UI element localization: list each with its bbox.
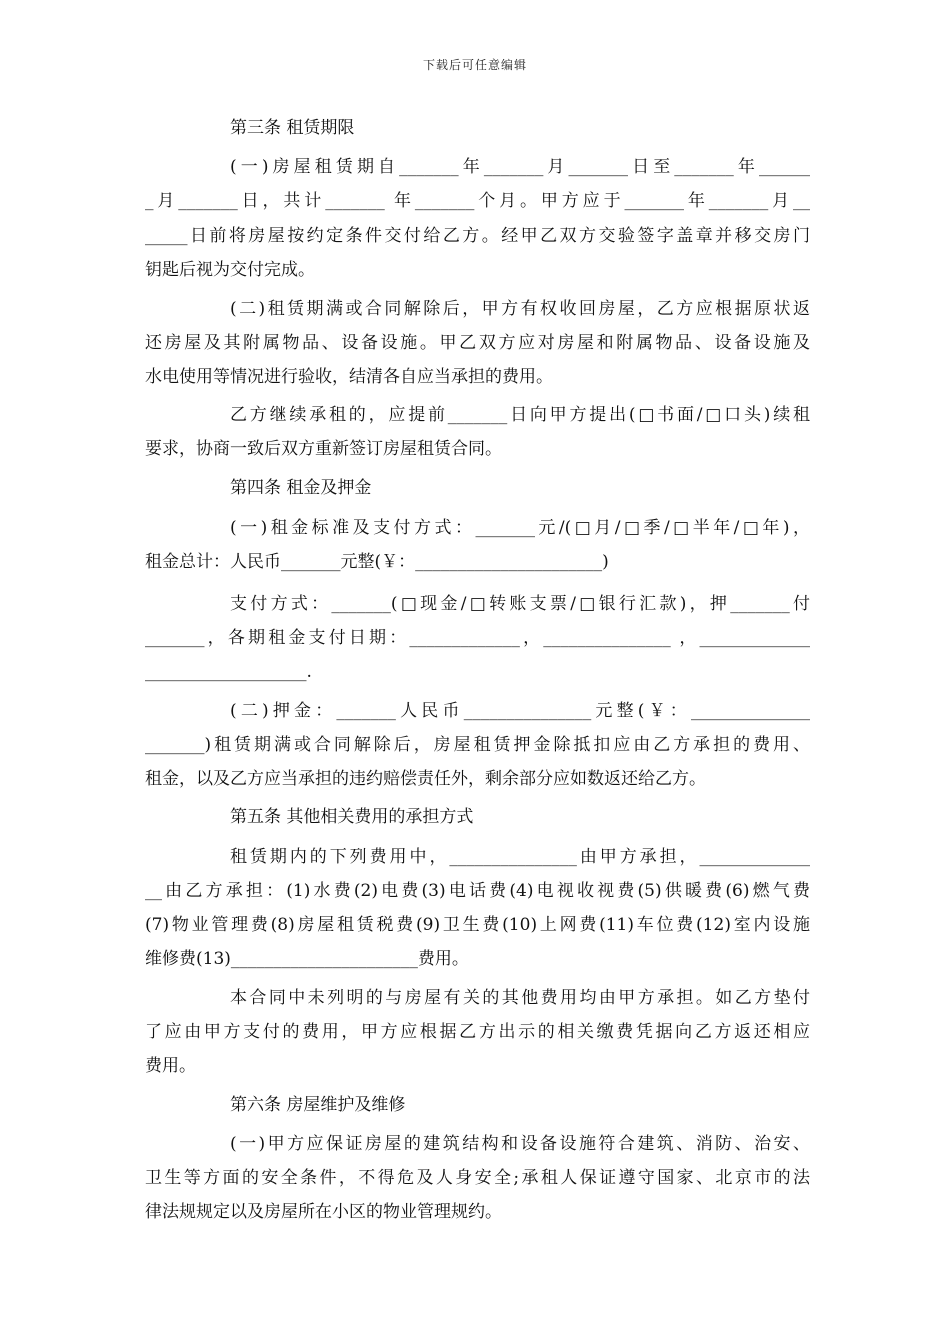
article-3-p3-line-1: 乙方继续承租的，应提前_______日向甲方提出(□书面/□口头)续租 — [230, 405, 810, 425]
article-4-p1-line-1: (一)租金标准及支付方式：_______元/(□月/□季/□半年/□年)， — [230, 518, 810, 538]
article-5-p1-line-1: 租赁期内的下列费用中，_______________由甲方承担，_____________ — [230, 847, 810, 867]
article-3-p3-line-2: 要求，协商一致后双方重新签订房屋租赁合同。 — [145, 439, 502, 459]
article-6-p1-line-3: 律法规规定以及房屋所在小区的物业管理规约。 — [145, 1202, 502, 1222]
article-5-p2-line-1: 本合同中未列明的与房屋有关的其他费用均由甲方承担。如乙方垫付 — [230, 988, 810, 1008]
article-5-p1-line-4: 维修费(13)______________________费用。 — [145, 949, 469, 969]
article-3-p2-line-3: 水电使用等情况进行验收，结清各自应当承担的费用。 — [145, 367, 553, 387]
article-3-p2-line-2: 还房屋及其附属物品、设备设施。甲乙双方应对房屋和附属物品、设备设施及 — [145, 333, 810, 353]
article-4-p3-line-1: (二)押金：_______人民币_______________元整(￥：______________ — [230, 701, 810, 721]
article-3-p1-line-1: (一)房屋租赁期自_______年_______月_______日至_______年______ — [230, 157, 810, 177]
article-3-p1-line-2: _月_______日，共计_______ 年_______个月。甲方应于_______年_______月__ — [145, 191, 810, 211]
article-3-title: 第三条 租赁期限 — [230, 118, 355, 138]
article-3-p2-line-1: (二)租赁期满或合同解除后，甲方有权收回房屋，乙方应根据原状返 — [230, 299, 810, 319]
article-6-title: 第六条 房屋维护及维修 — [230, 1095, 406, 1115]
article-4-p1-line-2: 租金总计：人民币_______元整(￥：______________________) — [145, 552, 609, 572]
article-6-p1-line-2: 卫生等方面的安全条件，不得危及人身安全;承租人保证遵守国家、北京市的法 — [145, 1168, 810, 1188]
article-3-p1-line-4: 钥匙后视为交付完成。 — [145, 260, 315, 280]
article-4-p2-line-1: 支付方式：_______(□现金/□转账支票/□银行汇款)，押_______付 — [230, 594, 810, 614]
article-6-p1-line-1: (一)甲方应保证房屋的建筑结构和设备设施符合建筑、消防、治安、 — [230, 1134, 810, 1154]
article-5-p1-line-3: (7)物业管理费(8)房屋租赁税费(9)卫生费(10)上网费(11)车位费(12)室内设施 — [145, 915, 810, 935]
header-note: 下载后可任意编辑 — [422, 58, 527, 72]
article-4-p3-line-3: 租金，以及乙方应当承担的违约赔偿责任外，剩余部分应如数返还给乙方。 — [145, 769, 706, 789]
article-5-p1-line-2: __由乙方承担：(1)水费(2)电费(3)电话费(4)电视收视费(5)供暖费(6)燃气费 — [145, 881, 810, 901]
article-4-title: 第四条 租金及押金 — [230, 478, 372, 498]
article-4-p2-line-2: _______，各期租金支付日期：_____________，_______________ ，_____________ — [145, 628, 810, 648]
article-5-p2-line-2: 了应由甲方支付的费用，甲方应根据乙方出示的相关缴费凭据向乙方返还相应 — [145, 1022, 810, 1042]
article-3-p1-line-3: _____日前将房屋按约定条件交付给乙方。经甲乙双方交验签字盖章并移交房门 — [145, 226, 810, 246]
article-4-p3-line-2: _______)租赁期满或合同解除后，房屋租赁押金除抵扣应由乙方承担的费用、 — [145, 735, 810, 755]
article-4-p2-line-3: ___________________. — [145, 662, 312, 682]
article-5-p2-line-3: 费用。 — [145, 1056, 196, 1076]
article-5-title: 第五条 其他相关费用的承担方式 — [230, 807, 474, 827]
